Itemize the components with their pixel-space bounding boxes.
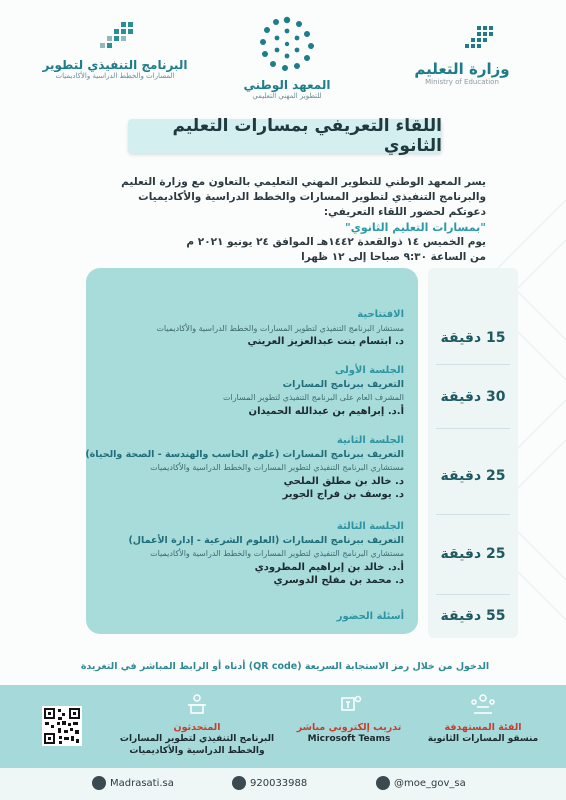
contact-twitter[interactable]	[376, 776, 466, 790]
divider	[436, 428, 510, 429]
program-name: البرنامج التنفيذي لتطوير	[42, 58, 188, 72]
national-institute-logo	[232, 14, 342, 100]
twitter-text: @moe_gov_sa	[394, 777, 466, 789]
divider	[436, 594, 510, 595]
audience-value: منسقو المسارات الثانوية	[427, 734, 539, 744]
twitter-icon	[376, 776, 390, 790]
institute-name: المعهد الوطني	[243, 78, 331, 92]
speakers-value-1: البرنامج التنفيذي لتطوير المسارات	[119, 734, 275, 744]
phone-icon	[232, 776, 246, 790]
session-topic: التعريف ببرنامج المسارات (علوم الحاسب والهندسة - الصحة والحياة)	[85, 448, 404, 460]
session-title: الجلسة الثانية	[336, 435, 404, 446]
phone-text: 920033988	[250, 777, 308, 789]
institute-dots-icon	[257, 14, 317, 74]
event-date: يوم الخميس ١٤ ذوالقعدة ١٤٤٢هـ الموافق ٢٤ يونيو ٢٠٢١ م	[186, 236, 486, 248]
event-name: "بمسارات التعليم الثانوي"	[345, 221, 486, 234]
program-logo	[40, 20, 190, 80]
session-title: الافتتاحية	[357, 309, 404, 320]
event-time: من الساعة ٩:٣٠ صباحا إلى ١٢ ظهرا	[301, 251, 486, 263]
program-sub: المسارات والخطط الدراسية والأكاديميات	[55, 72, 175, 80]
speaker-role: مستشاري البرنامج التنفيذي لتطوير المسارات والخطط الدراسية والأكاديميات	[150, 463, 404, 472]
duration-session-2: 25 دقيقة	[440, 468, 506, 484]
session-title: الجلسة الثالثة	[336, 521, 404, 532]
contact-phone[interactable]	[232, 776, 307, 790]
agenda-box	[86, 268, 418, 634]
globe-icon	[92, 776, 106, 790]
divider	[436, 364, 510, 365]
intro-line-2: والبرنامج التنفيذي لتطوير المسارات والخطط الدراسية والأكاديميات	[138, 191, 486, 203]
teams-icon	[332, 693, 366, 715]
session-topic: التعريف ببرنامج المسارات (العلوم الشرعية - إدارة الأعمال)	[128, 534, 404, 546]
speaker-role: مستشاري البرنامج التنفيذي لتطوير المسارات والخطط الدراسية والأكاديميات	[150, 549, 404, 558]
speaker-name: د. محمد بن مفلح الدوسري	[273, 575, 404, 586]
audience-label: الفئة المستهدفة	[444, 722, 522, 733]
speaker-role: مستشار البرنامج التنفيذي لتطوير المسارات والخطط الدراسية والأكاديميات	[156, 323, 404, 333]
page-title: اللقاء التعريفي بمسارات التعليم الثانوي	[172, 116, 442, 156]
speaker-name: د. خالد بن مطلق الملحي	[283, 475, 404, 487]
duration-opening: 15 دقيقة	[440, 330, 506, 346]
speaker-icon	[180, 693, 214, 715]
site-text: Madrasati.sa	[110, 777, 174, 789]
speakers-value-2: والخطط الدراسية والأكاديميات	[129, 746, 265, 756]
title-banner	[128, 116, 442, 156]
access-instructions: الدخول من خلال رمز الاستجابة السريعة (QR code) أدناه أو الرابط المباشر في التغريدة	[80, 661, 490, 672]
footer-audience	[418, 693, 548, 745]
moe-name-ar: وزارة التعليم	[414, 60, 510, 78]
qr-code[interactable]	[42, 706, 82, 746]
divider	[436, 514, 510, 515]
duration-column	[428, 268, 518, 638]
session-qa	[84, 610, 404, 624]
footer-speakers	[112, 693, 282, 757]
session-first	[84, 364, 404, 418]
session-topic: التعريف ببرنامج المسارات	[282, 378, 404, 390]
duration-session-1: 30 دقيقة	[440, 389, 506, 405]
intro-line-1: يسر المعهد الوطني للتطوير المهني التعليمي بالتعاون مع وزارة التعليم	[121, 176, 486, 188]
speaker-role: المشرف العام على البرنامج التنفيذي لتطوير المسارات	[222, 393, 404, 402]
footer-training	[284, 693, 414, 745]
program-logo-icon	[91, 20, 139, 54]
session-opening	[84, 308, 404, 349]
speaker-name: د. ابتسام بنت عبدالعزيز العريني	[247, 336, 404, 347]
training-label: تدريب إلكتروني مباشر	[296, 722, 402, 733]
session-second	[84, 434, 404, 502]
contact-site[interactable]	[92, 776, 174, 790]
session-title: أسئلة الحضور	[336, 611, 404, 622]
audience-icon	[466, 693, 500, 715]
intro-line-3: دعوتكم لحضور اللقاء التعريفي:	[323, 206, 486, 218]
moe-logo-icon	[427, 22, 497, 56]
institute-sub: للتطوير المهني التعليمي	[252, 92, 322, 100]
speaker-name: أ.د. خالد بن إبراهيم المطرودي	[254, 561, 404, 573]
speakers-label: المتحدثون	[173, 722, 221, 733]
speaker-name: أ.د. إبراهيم بن عبدالله الحميدان	[248, 405, 404, 417]
training-value: Microsoft Teams	[307, 734, 391, 744]
moe-name-en: Ministry of Education	[425, 78, 499, 86]
moe-logo	[392, 22, 532, 86]
session-third	[84, 520, 404, 588]
duration-qa: 55 دقيقة	[440, 608, 506, 624]
speaker-name: د. يوسف بن فراج الجوير	[282, 489, 404, 500]
duration-session-3: 25 دقيقة	[440, 546, 506, 562]
invitation-text	[56, 175, 486, 265]
session-title: الجلسة الأولى	[334, 365, 404, 376]
